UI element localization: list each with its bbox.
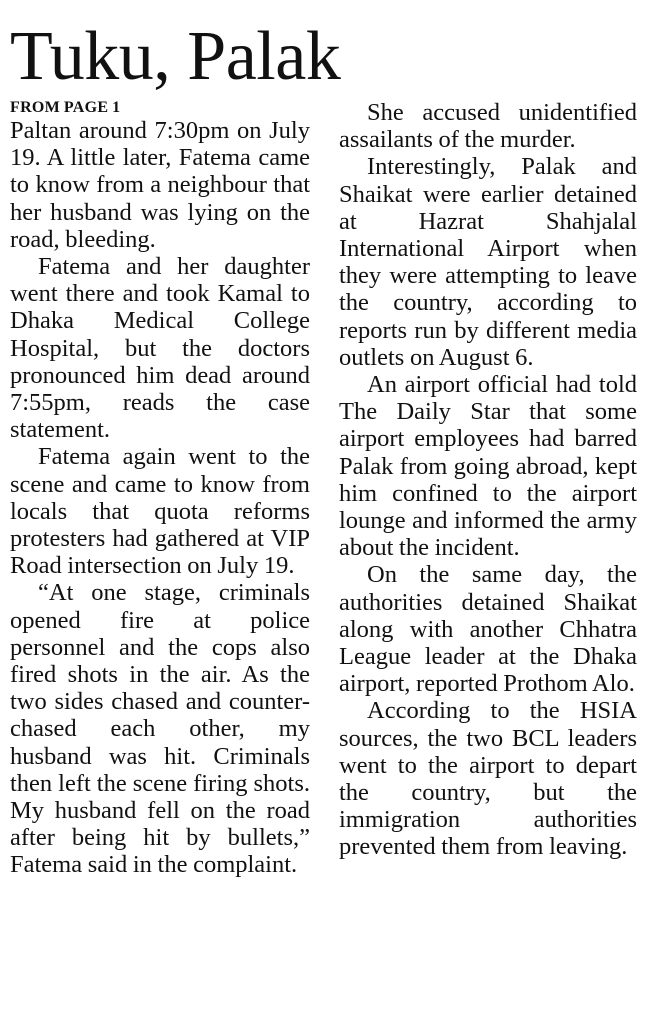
continuation-kicker: FROM PAGE 1 [10,99,121,116]
paragraph: On the same day, the authorities detained Shaikat along with another Chhatra League leader at the Dhaka airport, reported Prothom Alo. [339,561,637,698]
paragraph: Paltan around 7:30pm on July 19. A little later, Fatema came to know from a neighbour that her husband was lying on the road, bleeding. [10,117,310,253]
paragraph: An airport official had told The Daily Star that some airport employees had barred Palak from going abroad, kept him confined to the airport lounge and informed the army about the incident. [339,371,637,562]
paragraph: According to the HSIA sources, the two BCL leaders went to the airport to depart the country, but the immigration authorities prevented them from leaving. [339,697,637,861]
headline: Tuku, Palak [10,18,341,95]
left-column [10,99,310,879]
paragraph: Fatema again went to the scene and came to know from locals that quota reforms protesters had gathered at VIP Road intersection on July 19. [10,443,310,580]
right-column [339,99,637,861]
paragraph: Fatema and her daughter went there and took Kamal to Dhaka Medical College Hospital, but the doctors pronounced him dead around 7:55pm, reads the case statement. [10,253,310,444]
paragraph: “At one stage, criminals opened fire at police personnel and the cops also fired shots in the air. As the two sides chased and counter-chased each other, my husband was hit. Criminals then left the scene firing shots. My husband fell on the road after being hit by bullets,” Fatema said in the complaint. [10,579,310,879]
paragraph: She accused unidentified assailants of the murder. [339,99,637,154]
paragraph: Interestingly, Palak and Shaikat were earlier detained at Hazrat Shahjalal International Airport when they were attempting to leave the country, according to reports run by different media outlets on August 6. [339,153,637,371]
